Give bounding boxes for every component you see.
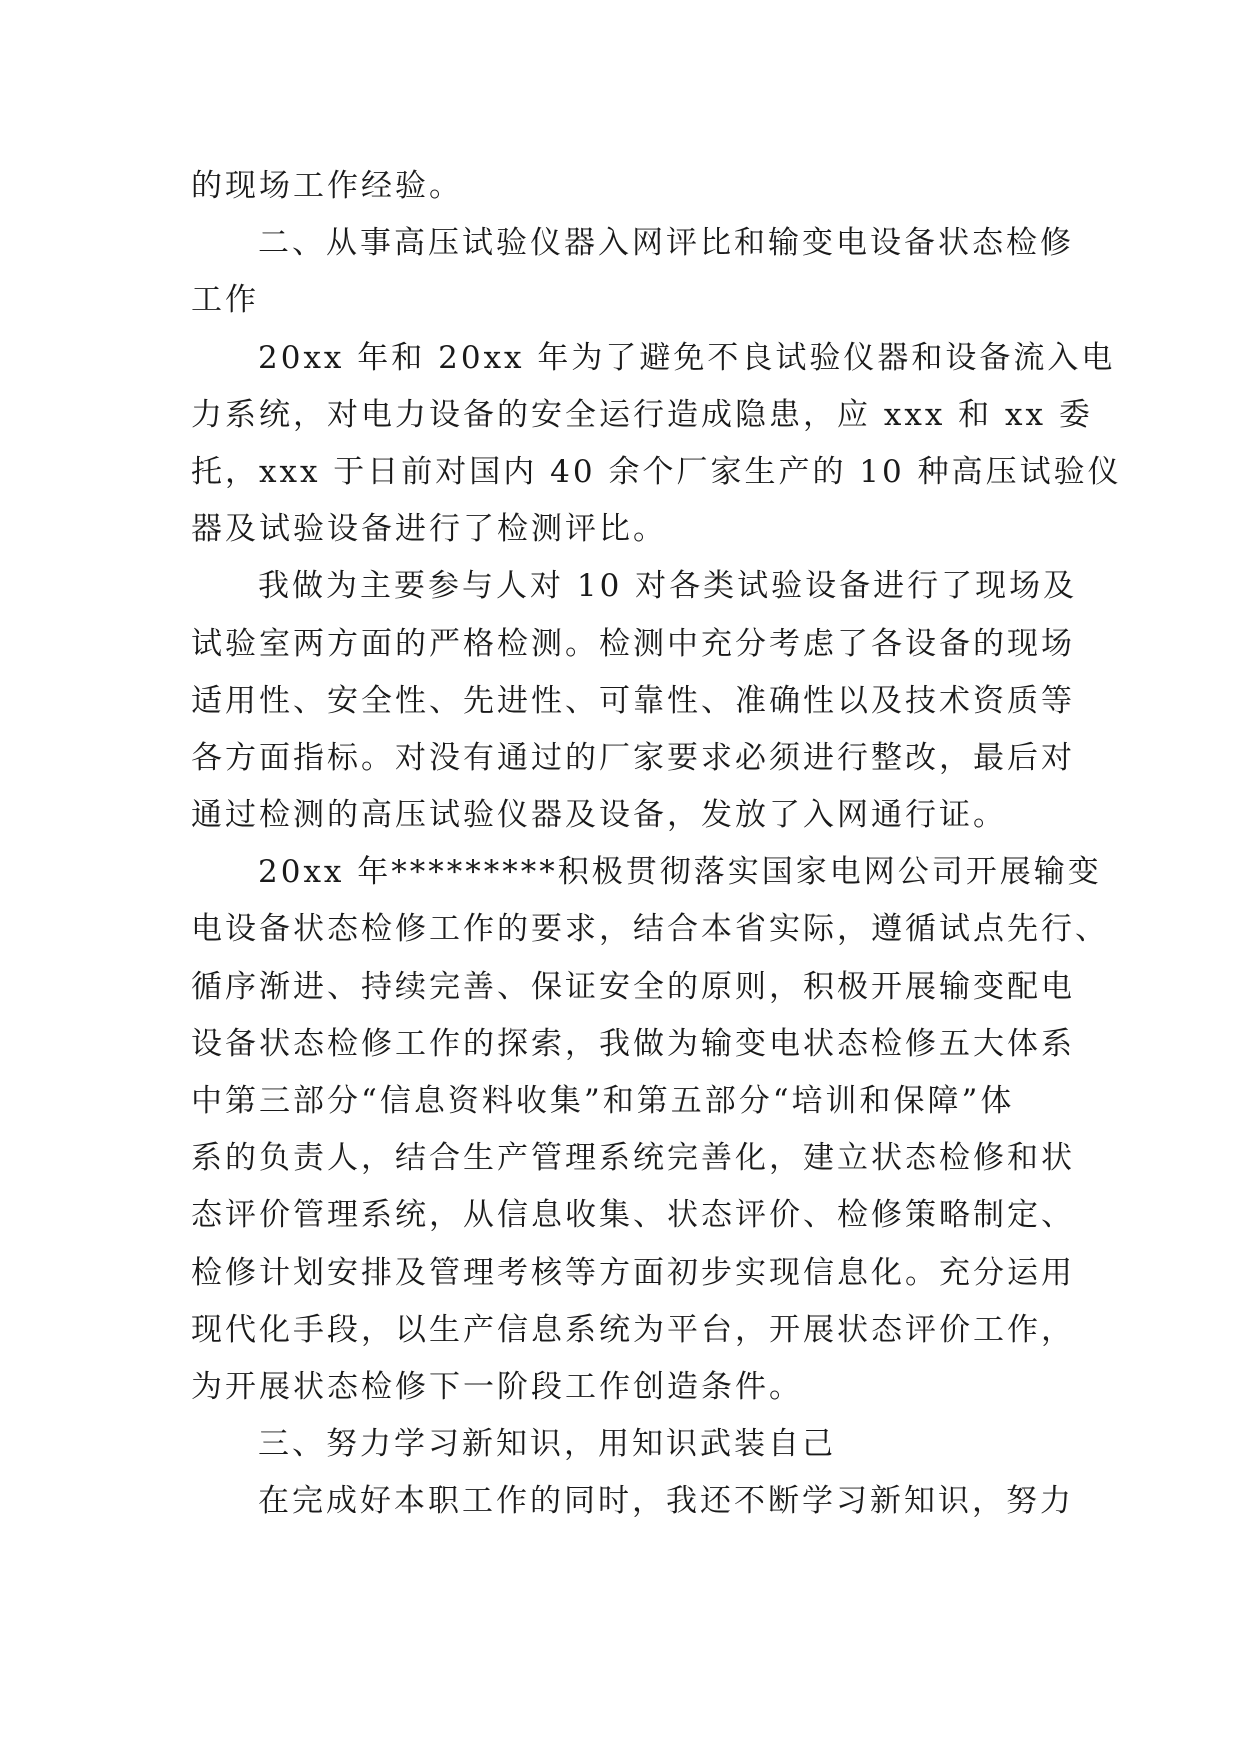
text-line: 设备状态检修工作的探索，我做为输变电状态检修五大体系 (191, 1025, 1075, 1062)
text-line: 通过检测的高压试验仪器及设备，发放了入网通行证。 (191, 797, 1007, 834)
document-body (191, 158, 1122, 1531)
text-line: 各方面指标。对没有通过的厂家要求必须进行整改，最后对 (191, 739, 1075, 776)
text-line: 为开展状态检修下一阶段工作创造条件。 (191, 1368, 803, 1405)
text-line: 试验室两方面的严格检测。检测中充分考虑了各设备的现场 (191, 625, 1075, 662)
text-line: 在完成好本职工作的同时，我还不断学习新知识，努力 (258, 1483, 1074, 1520)
section-heading-2-cont: 工作 (191, 282, 259, 319)
text-line: 系的负责人，结合生产管理系统完善化，建立状态检修和状 (191, 1140, 1075, 1177)
section-heading-2: 二、从事高压试验仪器入网评比和输变电设备状态检修 (258, 225, 1074, 262)
text-line: 现代化手段，以生产信息系统为平台，开展状态评价工作， (191, 1311, 1075, 1348)
text-line: 我做为主要参与人对 10 对各类试验设备进行了现场及 (258, 568, 1078, 605)
text-line: 力系统，对电力设备的安全运行造成隐患，应 xxx 和 xx 委 (191, 396, 1093, 433)
text-line: 20xx 年和 20xx 年为了避免不良试验仪器和设备流入电 (258, 339, 1116, 376)
section-heading-3: 三、努力学习新知识，用知识武装自己 (258, 1426, 836, 1463)
text-line: 电设备状态检修工作的要求，结合本省实际，遵循试点先行、 (191, 911, 1109, 948)
text-line: 检修计划安排及管理考核等方面初步实现信息化。充分运用 (191, 1254, 1075, 1291)
text-line: 适用性、安全性、先进性、可靠性、准确性以及技术资质等 (191, 682, 1075, 719)
text-line: 器及试验设备进行了检测评比。 (191, 511, 667, 548)
text-line: 中第三部分“信息资料收集”和第五部分“培训和保障”体 (191, 1083, 1015, 1119)
text-line: 循序渐进、持续完善、保证安全的原则，积极开展输变配电 (191, 968, 1075, 1005)
text-line: 的现场工作经验。 (191, 168, 463, 204)
text-line: 态评价管理系统，从信息收集、状态评价、检修策略制定、 (191, 1197, 1075, 1234)
text-line: 托，xxx 于日前对国内 40 余个厂家生产的 10 种高压试验仪 (191, 453, 1122, 490)
text-line: 20xx 年*********积极贯彻落实国家电网公司开展输变 (258, 854, 1102, 891)
